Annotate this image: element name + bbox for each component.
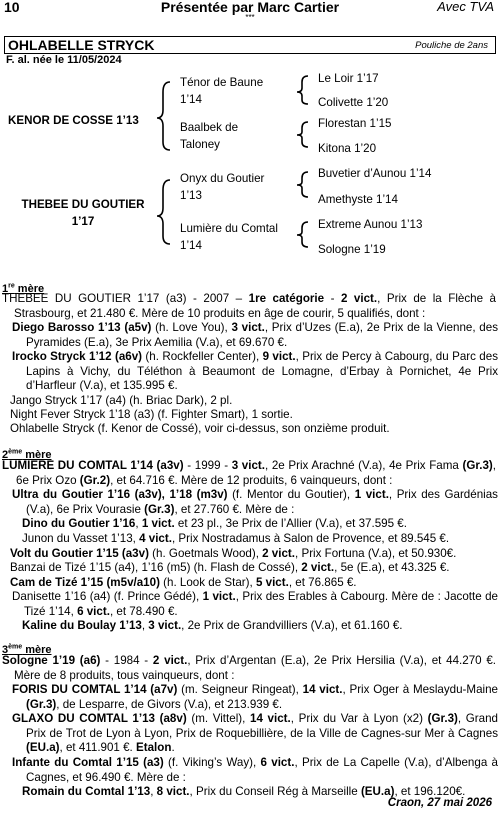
pedigree-gg-5: Buvetier d’Aunou 1’14 [318,167,432,180]
pedigree-gg-2: Colivette 1’20 [318,96,389,109]
pedigree-dam-sire-record: 1’13 [180,189,202,202]
horse-name: OHLABELLE STRYCK [8,37,155,53]
paragraph-produce-2-8: Kaline du Boulay 1’13, 3 vict., 2e Prix de Grandvilliers (V.a), et 61.160 €. [22,619,403,632]
section-2eme-mere: 2ème mère [2,448,52,461]
title-stars: *** [245,13,255,22]
page-title: Présentée par Marc Cartier [160,0,340,15]
horse-birth: F. al. née le 11/05/2024 [6,54,122,66]
pedigree-dam-sire-name: Onyx du Goutier [180,172,265,185]
paragraph-produce-2-4: Volt du Goutier 1’15 (a3v) (h. Goetmals Wood), 2 vict., Prix Fortuna (V.a), et 50.930€. [10,547,457,560]
paragraph-produce-5: Ohlabelle Stryck (f. Kenor de Cossé), voir ci-dessus, son onzième produit. [10,422,390,435]
paragraph-produce-2-6: Cam de Tizé 1’15 (m5v/a10) (h. Look de Star), 5 vict., et 76.865 €. [10,576,357,589]
pedigree-dam-record: 1’17 [71,215,95,228]
paragraph-dam-1: THEBEE DU GOUTIER 1’17 (a3) - 2007 – 1re catégorie - 2 vict., Prix de la Flèche à Strasbourg, et 21.480 €. Mère de 10 produits en âge de courir, 5 qualifiés, dont : [2,292,496,320]
paragraph-produce-3-4: Romain du Comtal 1’13, 8 vict., Prix du Conseil Rég à Marseille (EU.a), et 196.120€. [22,785,466,798]
pedigree-sire-sire-record: 1’14 [180,93,202,106]
paragraph-dam-2: LUMIERE DU COMTAL 1’14 (a3v) - 1999 - 3 vict., 2e Prix Arachné (V.a), 4e Prix Fama (Gr.3), 6e Prix Ozo (Gr.2), et 64.716 €. Mère de 12 produits, 6 vainqueurs, dont : [2,459,497,487]
paragraph-produce-2-1: Ultra du Goutier 1’16 (a3v), 1’18 (m3v) (f. Mentor du Goutier), 1 vict., Prix des Gardénias (V.a), 6e Prix Vourasie (Gr.3), et 27.760 €. Mère de : [12,488,498,516]
lot-number: 10 [4,0,20,15]
brace-sire [157,82,170,150]
pedigree-sire-sire-name: Ténor de Baune [180,76,264,89]
brace-gg4 [297,222,308,247]
pedigree-gg-4: Kitona 1’20 [318,142,377,155]
paragraph-produce-2-7: Danisette 1’16 (a4) (f. Prince Gédé), 1 vict., Prix des Erables à Cabourg. Mère de : Jacotte de Tizé 1’14, 6 vict., et 78.490 €. [12,590,499,618]
section-3eme-mere: 3ème mère [2,643,52,656]
paragraph-produce-3-1: FORIS DU COMTAL 1’14 (a7v) (m. Seigneur Ringeat), 14 vict., Prix Oger à Meslaydu-Maine (Gr.3), de Lesparre, de Givors (V.a), et 213.939 €. [12,683,498,711]
footer-place-date: Craon, 27 mai 2026 [387,797,492,809]
paragraph-produce-3-2: GLAXO DU COMTAL 1’13 (a8v) (m. Vittel), 14 vict., Prix du Var à Lyon (x2) (Gr.3), Grand Prix de Trot de Lyon à Lyon, Prix de Roquebillière, de la Ville de Cagnes-sur Mer à Cagnes (EU.a), et 411.901 €. Etalon. [12,712,499,755]
pedigree-sire: KENOR DE COSSE 1’13 [8,114,139,127]
pedigree-gg-8: Sologne 1’19 [318,243,386,256]
paragraph-produce-2-5: Banzai de Tizé 1’15 (a4), 1’16 (m5) (h. Flash de Cossé), 2 vict., 5e (E.a), et 43.325 €. [10,561,450,574]
paragraph-produce-1: Diego Barosso 1’13 (a5v) (h. Love You), 3 vict., Prix d’Uzes (E.a), 2e Prix de la Vienne, des Pyramides (E.a), 3e Prix Aemilia (V.a), et 69.670 €. [12,321,498,349]
paragraph-produce-3-3: Infante du Comtal 1’15 (a3) (f. Viking’s Way), 6 vict., Prix de La Capelle (V.a), d’Albenga à Cagnes, et 96.490 €. Mère de : [12,756,498,784]
pedigree-gg-6: Amethyste 1’14 [318,193,398,206]
pedigree-sire-dam-name-2: Taloney [180,138,220,151]
pedigree-sire-dam-name-1: Baalbek de [180,121,239,134]
brace-gg1 [297,76,308,104]
paragraph-dam-3: Sologne 1’19 (a6) - 1984 - 2 vict., Prix d’Argentan (E.a), 2e Prix Hersilia (V.a), et 44.270 €. Mère de 8 produits, tous vainqueurs, dont : [2,654,497,682]
pedigree-dam-name: THEBEE DU GOUTIER [21,198,145,211]
tva-note: Avec TVA [437,0,494,14]
brace-gg2 [297,122,308,147]
pedigree-gg-7: Extreme Aunou 1’13 [318,218,423,231]
paragraph-produce-2-2: Dino du Goutier 1’16, 1 vict. et 23 pl., 3e Prix de l’Allier (V.a), et 37.595 €. [22,517,407,530]
brace-gg3 [297,172,308,197]
horse-type: Pouliche de 2ans [415,40,488,51]
pedigree-gg-3: Florestan 1’15 [318,117,392,130]
brace-dam [157,180,170,244]
pedigree-dam-dam-name: Lumière du Comtal [180,222,278,235]
section-1re-mere: 1re mère [2,282,45,295]
paragraph-produce-2-3: Junon du Vasset 1’13, 4 vict., Prix Nostradamus à Salon de Provence, et 89.545 €. [22,532,450,545]
pedigree-gg-1: Le Loir 1’17 [318,72,379,85]
pedigree-dam-dam-record: 1’14 [180,239,202,252]
paragraph-produce-2: Irocko Stryck 1’12 (a6v) (h. Rockfeller Center), 9 vict., Prix de Percy à Cabourg, du Parc des Lapins à Vichy, du Téléthon à Beaumont de Lomagne, d’Erbay à Pornichet, 4e Prix d’Harfleur (V.a), et 135.995 €. [12,350,499,393]
paragraph-produce-4: Night Fever Stryck 1’18 (a3) (f. Fighter Smart), 1 sortie. [10,408,293,421]
paragraph-produce-3: Jango Stryck 1’17 (a4) (h. Briac Dark), 2 pl. [10,394,233,407]
